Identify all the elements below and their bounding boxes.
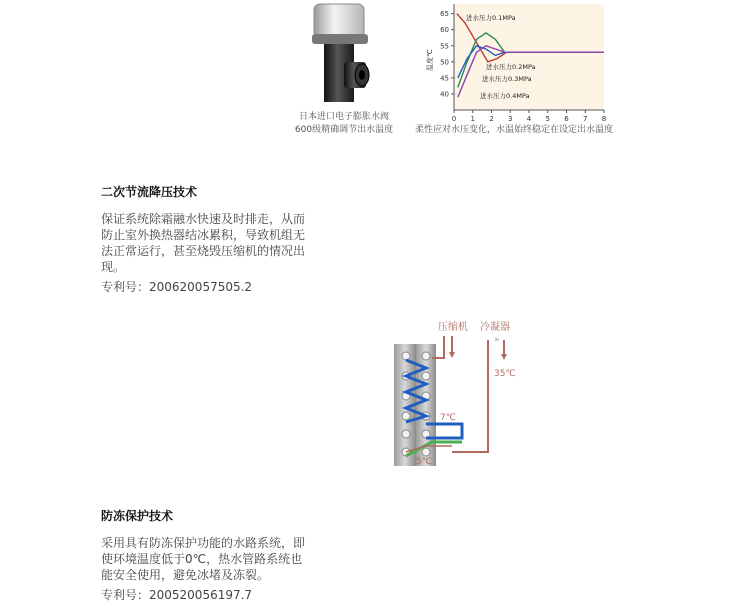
y-tick-label: 40: [440, 90, 449, 99]
valve-caption-line2: 600级精确调节出水温度: [294, 125, 394, 135]
section1-body: 保证系统除霜融水快速及时排走，从而防止室外换热器结冰累积，导致机组无法正常运行，甚至烧毁压缩机的情况出现。: [101, 212, 306, 274]
label-temp-35: 35℃: [494, 369, 516, 379]
label-temp-5: 5℃: [416, 457, 432, 467]
x-tick-label: 0: [451, 115, 457, 123]
series-label-3: 进水压力0.3MPa: [482, 75, 532, 83]
section1-patent: 专利号：200620057505.2: [101, 280, 253, 294]
svg-text:»: »: [494, 335, 500, 345]
series-label-4: 进水压力0.4MPa: [480, 92, 530, 100]
y-axis-label: 温度℃: [426, 49, 434, 71]
valve-caption: [289, 111, 399, 137]
valve-icon: [300, 0, 390, 108]
valve-image: [300, 0, 390, 108]
x-tick-label: 5: [545, 115, 550, 123]
x-tick-label: 1: [470, 115, 475, 123]
section1-heading: 二次节流降压技术: [101, 185, 198, 199]
y-tick-label: 50: [440, 58, 449, 67]
x-tick-label: 7: [583, 115, 588, 123]
y-tick-label: 65: [440, 10, 449, 19]
temperature-chart: [420, 0, 620, 124]
section2-body: 采用具有防冻保护功能的水路系统，即使环境温度低于0℃，热水管路系统也能安全使用，避免冰堵及冻裂。: [101, 536, 306, 582]
chart-svg: [420, 0, 620, 124]
x-tick-label: 2: [489, 115, 494, 123]
chart-caption: 柔性应对水压变化，水温始终稳定在设定出水温度: [414, 125, 613, 135]
heat-exchanger-diagram: [392, 318, 522, 470]
y-tick-label: 45: [440, 74, 449, 83]
section2-patent: 专利号：200520056197.7: [101, 588, 253, 602]
label-temp-7: 7℃: [440, 413, 456, 423]
x-tick-label: 8: [601, 115, 607, 123]
series-label-1: 进水压力0.1MPa: [466, 14, 516, 22]
y-tick-label: 60: [440, 26, 449, 35]
series-label-2: 进水压力0.2MPa: [486, 63, 536, 71]
label-compressor: 压缩机: [438, 322, 468, 333]
x-tick-label: 4: [526, 115, 532, 123]
diagram-svg: [392, 318, 522, 470]
x-tick-label: 3: [508, 115, 513, 123]
y-tick-label: 55: [440, 42, 449, 51]
section2-heading: 防冻保护技术: [101, 509, 174, 523]
valve-caption-line1: 日本进口电子膨胀水阀: [298, 112, 389, 122]
label-condenser: 冷凝器: [480, 322, 510, 333]
x-tick-label: 6: [564, 115, 569, 123]
